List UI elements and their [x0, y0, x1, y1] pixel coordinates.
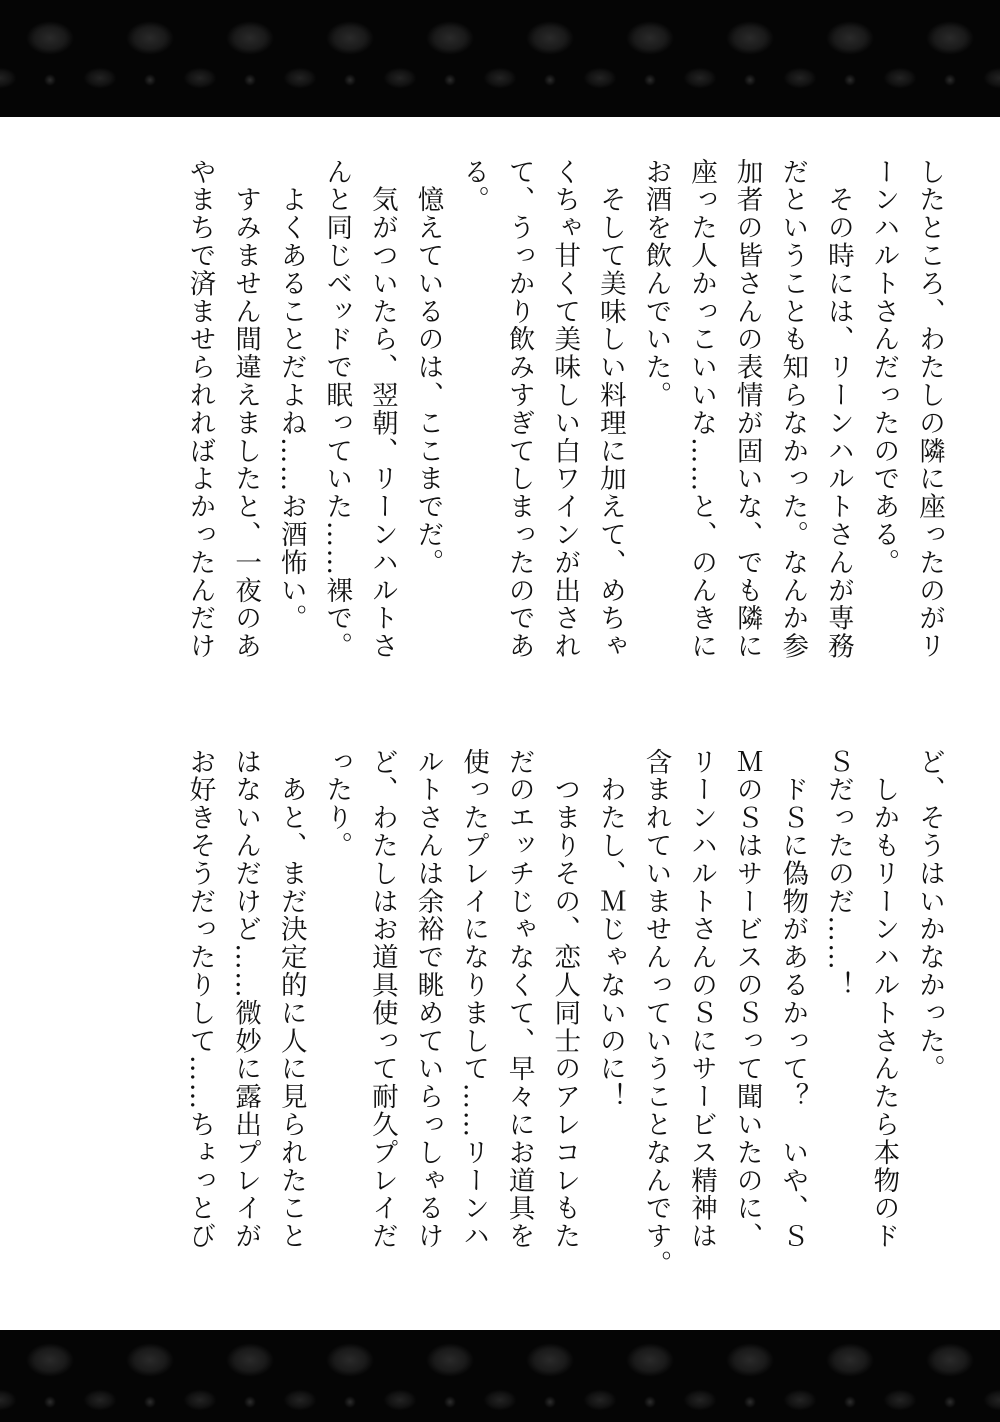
text-column: だということも知らなかった。なんか参 [777, 158, 809, 661]
text-column: ルトさんは余裕で眺めていらっしゃるけ [412, 748, 444, 1251]
text-column: その時には、リーンハルトさんが専務 [822, 158, 854, 661]
text-column: あと、まだ決定的に人に見られたこと [275, 748, 307, 1251]
text-column: ドＳに偽物があるかって？ いや、Ｓ [777, 748, 809, 1251]
text-column: Ｓだったのだ……！ [822, 748, 854, 1000]
text-column: しかもリーンハルトさんたら本物のド [868, 748, 900, 1251]
text-column: わたし、Ｍじゃないのに！ [594, 748, 626, 1111]
text-column: ど、そうはいかなかった。 [914, 748, 945, 1083]
text-column: やまちで済ませられればよかったんだけ [184, 158, 216, 661]
text-column: すみません間違えましたと、一夜のあ [230, 158, 262, 661]
text-column: て、うっかり飲みすぎてしまったのであ [503, 158, 535, 661]
text-column: んと同じベッドで眠っていた……裸で。 [321, 158, 353, 661]
text-column: はないんだけど……微妙に露出プレイが [230, 748, 262, 1251]
text-column: 憶えているのは、ここまでだ。 [412, 158, 444, 577]
text-column: お好きそうだったりして……ちょっとび [184, 748, 216, 1251]
text-column: くちゃ甘くて美味しい白ワインが出され [549, 158, 581, 661]
text-column: ＭのＳはサービスのＳって聞いたのに、 [731, 748, 763, 1251]
text-column: 気がついたら、翌朝、リーンハルトさ [366, 158, 398, 661]
text-column: よくあることだよね……お酒怖い。 [275, 158, 307, 633]
text-column: ーンハルトさんだったのである。 [868, 158, 900, 577]
top-ornamental-band [0, 0, 1000, 117]
text-column: 加者の皆さんの表情が固いな、でも隣に [731, 158, 763, 661]
text-column: ったり。 [321, 748, 353, 860]
text-column: お酒を飲んでいた。 [640, 158, 672, 410]
bottom-ornamental-band [0, 1330, 1000, 1422]
text-column: リーンハルトさんのＳにサービス精神は [686, 748, 718, 1251]
text-column: だのエッチじゃなくて、早々にお道具を [503, 748, 535, 1251]
text-column: したところ、わたしの隣に座ったのがリ [914, 158, 945, 661]
text-column: る。 [458, 158, 490, 214]
lower-text-block [60, 748, 952, 1310]
text-column: 含まれていませんっていうことなんです。 [640, 748, 672, 1279]
text-column: 座った人かっこいいな……と、のんきに [686, 158, 718, 661]
text-column: ど、わたしはお道具使って耐久プレイだ [366, 748, 398, 1251]
upper-text-block [60, 158, 952, 718]
text-column: そして美味しい料理に加えて、めちゃ [594, 158, 626, 661]
text-column: つまりその、恋人同士のアレコレもた [549, 748, 581, 1251]
text-column: 使ったプレイになりまして……リーンハ [458, 748, 490, 1251]
